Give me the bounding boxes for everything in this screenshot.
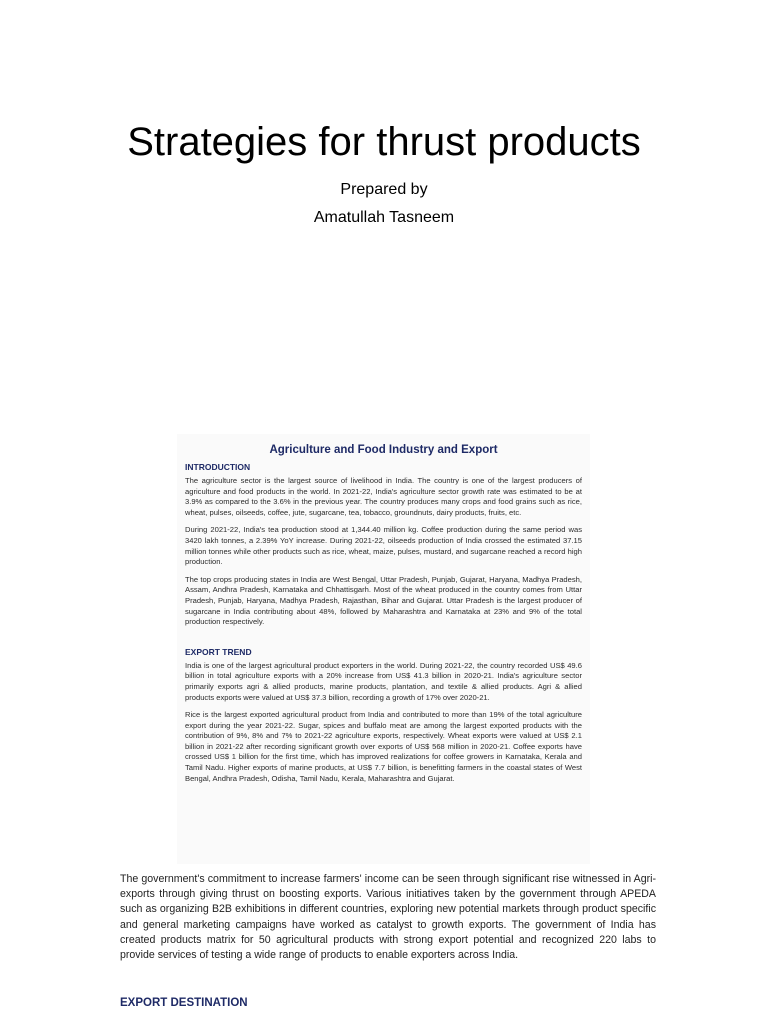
author-name: Amatullah Tasneem (313, 209, 455, 226)
intro-paragraph-3: The top crops producing states in India are West Bengal, Uttar Pradesh, Punjab, Gujarat, Haryana, Madhya Pradesh, Assam, Andhra Pradesh, Karnataka and Chhattisgarh. Most of the wheat produced in the country comes from Uttar Pradesh, Punjab, Haryana, Madhya Pradesh, Rajasthan, Bihar and Gujarat. Uttar Pradesh is the largest producer of sugarcane in India contributing about 48%, followed by Maharashtra and Karnataka at 23% and 9% of the total production respectively. (185, 574, 582, 627)
document-title: Strategies for thrust products (127, 120, 641, 164)
introduction-heading: INTRODUCTION (185, 462, 251, 472)
export-trend-heading: EXPORT TREND (185, 646, 252, 657)
intro-paragraph-1: The agriculture sector is the largest source of livelihood in India. The country is one of the largest producers of agriculture and food products in the world. In 2021-22, India's agriculture sector growth rate was estimated to be at 3.9% as compared to the 3.6% in the previous year. The country produces many crops and food grains such as rice, wheat, pulses, oilseeds, coffee, jute, sugarcane, tea, tobacco, groundnuts, dairy products, fruits, etc. (185, 476, 582, 517)
intro-paragraph-2: During 2021-22, India's tea production stood at 1,344.40 million kg. Coffee production during the same period was 3420 lakh tonnes, a 2.39% YoY increase. During 2021-22, oilseeds production of India crossed the estimated 37.15 million tonnes while other products such as rice, wheat, maize, pulses, mustard, and sugarcane reached a record high production. (185, 525, 582, 567)
bottom-excerpt (120, 872, 656, 1009)
trend-paragraph-2: Rice is the largest exported agricultural product from India and contributed to more than 19% of the total agriculture export during the year 2021-22. Sugar, spices and buffalo meat are among the largest exported products with the contribution of 9%, 8% and 7% to 2021-22 agriculture exports, respectively. Wheat exports were valued at US$ 2.1 billion in 2021-22 after recording significant growth over exports of US$ 568 million in 2020-21. Coffee exports have crossed US$ 1 billion for the first time, which has improved realizations for coffee growers in Karnataka, Kerala and Tamil Nadu. Higher exports of marine products, at US$ 7.7 billion, is benefitting farmers in the coastal states of West Bengal, Andhra Pradesh, Odisha, Tamil Nadu, Kerala, Maharashtra and Gujarat. (185, 710, 582, 783)
trend-paragraph-1: India is one of the largest agricultural product exporters in the world. During 2021-22, the country recorded US$ 49.6 billion in total agriculture exports with a 20% increase from US$ 41.3 billion in 2020-21. India's agriculture sector primarily exports agri & allied products, marine products, plantation, and textile & allied products. Agri & allied products exports were valued at US$ 37.3 billion, recording a growth of 17% over 2020-21. (185, 660, 582, 702)
export-destination-heading: EXPORT DESTINATION (120, 997, 248, 1010)
title-block (0, 116, 768, 232)
prepared-by-label: Prepared by (340, 181, 428, 198)
scanned-page-excerpt (177, 434, 590, 864)
government-commitment-paragraph: The government's commitment to increase farmers' income can be seen through significant rise witnessed in Agri-exports through giving thrust on boosting exports. Various initiatives taken by the government through APEDA such as organizing B2B exhibitions in different countries, exploring new potential markets through product specific and general marketing campaigns have worked as catalyst to growth exports. The government of India has created products matrix for 50 agricultural products with strong export potential and recognized 220 labs to provide services of testing a wide range of products to enable exporters across India. (120, 873, 656, 962)
scan-heading: Agriculture and Food Industry and Export (269, 444, 498, 456)
